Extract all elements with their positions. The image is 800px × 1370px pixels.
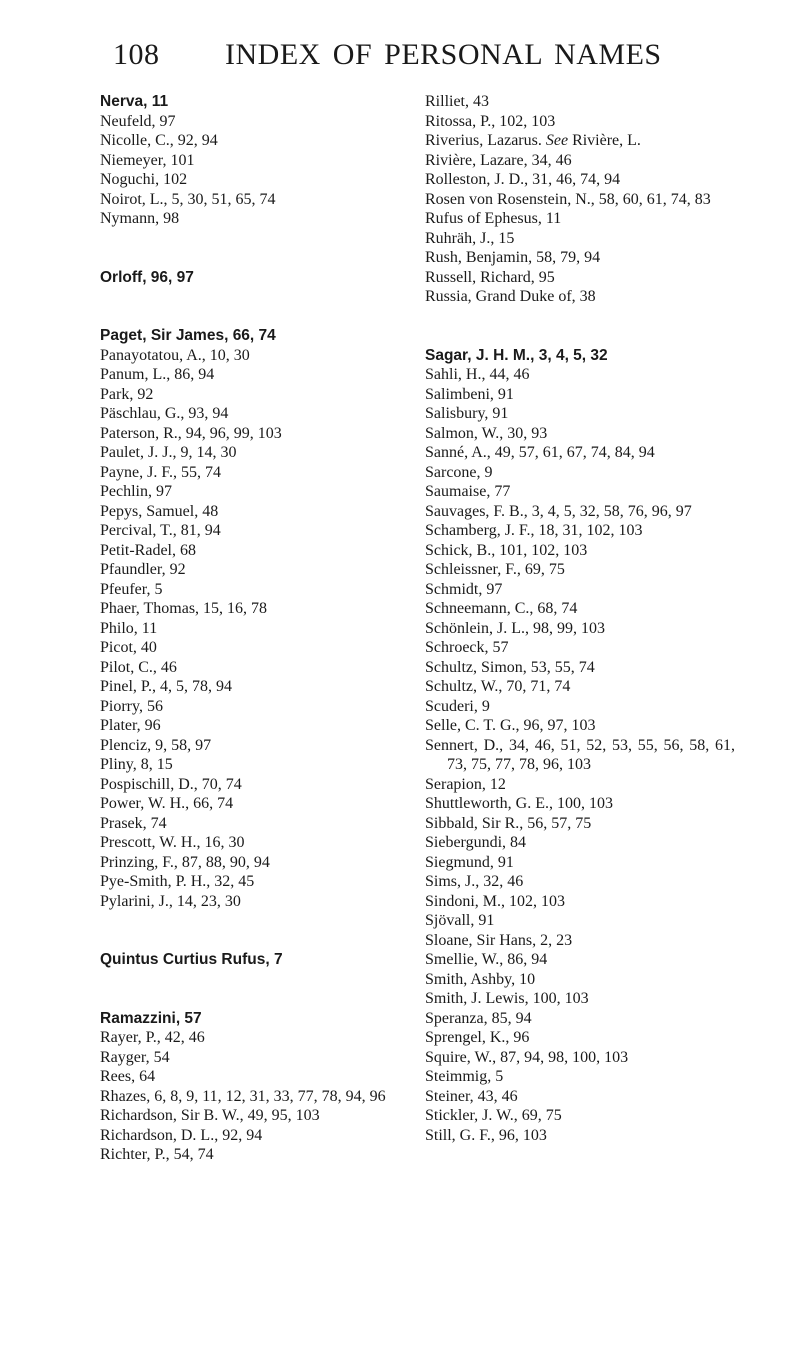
index-entry: Panum, L., 86, 94: [100, 366, 215, 383]
index-entry: Sanné, A., 49, 57, 61, 67, 74, 84, 94: [425, 444, 655, 461]
letter-section-gap: [100, 229, 400, 268]
index-entry: Prescott, W. H., 16, 30: [100, 834, 245, 851]
index-entry: Smith, J. Lewis, 100, 103: [425, 990, 589, 1007]
index-entry: Salimbeni, 91: [425, 385, 514, 403]
index-entry: Noirot, L., 5, 30, 51, 65, 74: [100, 190, 276, 208]
index-entry: Steimmig, 5: [425, 1068, 504, 1085]
index-entry: Rush, Benjamin, 58, 79, 94: [425, 249, 601, 266]
index-entry: Rufus of Ephesus, 11: [425, 210, 562, 227]
index-entry: Sauvages, F. B., 3, 4, 5, 32, 58, 76, 96, 97: [425, 502, 692, 520]
index-entry: Päschlau, G., 93, 94: [100, 405, 229, 422]
page-number: 108: [113, 38, 160, 71]
index-entry: Nymann, 98: [100, 210, 180, 227]
index-entry: Rolleston, J. D., 31, 46, 74, 94: [425, 171, 621, 188]
index-entry: Scuderi, 9: [425, 697, 490, 715]
index-entry: Ritossa, P., 102, 103: [425, 112, 556, 130]
running-title: INDEX OF PERSONAL NAMES: [225, 38, 662, 71]
index-entry: Rivière, Lazare, 34, 46: [425, 151, 572, 169]
index-entry: Rayger, 54: [100, 1048, 170, 1066]
index-entry: Philo, 11: [100, 619, 158, 637]
section-headword: Ramazzini: [100, 1009, 176, 1027]
index-entry: Schönlein, J. L., 98, 99, 103: [425, 619, 605, 637]
index-entry: Prasek, 74: [100, 814, 167, 832]
index-entry: Percival, T., 81, 94: [100, 522, 221, 539]
index-entry: Petit-Radel, 68: [100, 541, 196, 559]
index-entry: Russell, Richard, 95: [425, 268, 555, 286]
index-entry: Stickler, J. W., 69, 75: [425, 1107, 562, 1124]
index-entry: Nerva, 11: [100, 93, 169, 110]
index-entry: Noguchi, 102: [100, 171, 188, 188]
index-entry: Schneemann, C., 68, 74: [425, 600, 578, 617]
index-entry: Siebergundi, 84: [425, 834, 527, 851]
index-entry: Richardson, D. L., 92, 94: [100, 1126, 263, 1144]
index-entry: Smith, Ashby, 10: [425, 970, 536, 988]
index-entry: Rees, 64: [100, 1068, 156, 1085]
index-entry: Pepys, Samuel, 48: [100, 502, 219, 520]
index-entry: Smellie, W., 86, 94: [425, 951, 548, 968]
index-entry: Still, G. F., 96, 103: [425, 1126, 547, 1144]
index-column-right: [425, 92, 735, 1145]
index-entry: Richter, P., 54, 74: [100, 1146, 214, 1163]
index-entry: Schick, B., 101, 102, 103: [425, 541, 588, 559]
index-entry: Siegmund, 91: [425, 853, 514, 871]
index-entry: Sennert, D., 34, 46, 51, 52, 53, 55, 56, 58, 61, 73, 75, 77, 78, 96, 103: [425, 736, 735, 773]
index-entry: Plater, 96: [100, 717, 161, 734]
index-entry: Serapion, 12: [425, 775, 506, 793]
section-headword: Quintus Curtius Rufus: [100, 951, 266, 968]
index-entry: Schamberg, J. F., 18, 31, 102, 103: [425, 522, 643, 539]
index-entry: Rosen von Rosenstein, N., 58, 60, 61, 74, 83: [425, 190, 711, 208]
index-entry: Sprengel, K., 96: [425, 1029, 530, 1046]
section-headword: Sagar: [425, 346, 468, 364]
index-entry: Plenciz, 9, 58, 97: [100, 736, 212, 754]
index-entry: Sarcone, 9: [425, 463, 493, 481]
index-entry: Rayer, P., 42, 46: [100, 1029, 205, 1046]
index-entry: Squire, W., 87, 94, 98, 100, 103: [425, 1048, 629, 1066]
index-entry: Pfaundler, 92: [100, 561, 186, 578]
index-entry: Pospischill, D., 70, 74: [100, 775, 242, 793]
letter-section-gap: [425, 307, 735, 346]
index-entry: Selle, C. T. G., 96, 97, 103: [425, 717, 596, 734]
index-entry: Sindoni, M., 102, 103: [425, 892, 566, 910]
index-entry: Schroeck, 57: [425, 639, 509, 656]
letter-section-gap: [100, 911, 400, 950]
index-entry: Schmidt, 97: [425, 580, 503, 598]
index-entry: Nicolle, C., 92, 94: [100, 132, 218, 149]
index-entry: Sloane, Sir Hans, 2, 23: [425, 931, 573, 949]
index-entry: Sibbald, Sir R., 56, 57, 75: [425, 814, 592, 832]
index-entry: Sims, J., 32, 46: [425, 873, 524, 890]
index-column-left: [100, 92, 400, 1165]
index-entry: Ruhräh, J., 15: [425, 229, 515, 247]
index-entry: Picot, 40: [100, 639, 157, 656]
index-entry: Rilliet, 43: [425, 93, 489, 110]
index-entry: Quintus Curtius Rufus, 7: [100, 951, 283, 968]
index-entry: Power, W. H., 66, 74: [100, 795, 234, 812]
letter-section-gap: [100, 970, 400, 1009]
index-entry: Panayotatou, A., 10, 30: [100, 346, 250, 364]
index-entry: Niemeyer, 101: [100, 151, 195, 169]
index-entry: Schultz, W., 70, 71, 74: [425, 678, 571, 695]
section-headword: Paget: [100, 327, 143, 344]
index-entry: Pechlin, 97: [100, 483, 172, 500]
index-entry: Pye-Smith, P. H., 32, 45: [100, 873, 255, 890]
index-entry: Schleissner, F., 69, 75: [425, 561, 565, 578]
index-entry: Russia, Grand Duke of, 38: [425, 288, 596, 305]
index-entry: Speranza, 85, 94: [425, 1009, 532, 1027]
index-entry: Sjövall, 91: [425, 912, 495, 929]
index-entry: Pfeufer, 5: [100, 580, 163, 598]
index-entry: Piorry, 56: [100, 697, 163, 715]
index-entry: Steiner, 43, 46: [425, 1087, 518, 1105]
index-entry: Ramazzini, 57: [100, 1009, 202, 1027]
index-entry: Pinel, P., 4, 5, 78, 94: [100, 678, 233, 695]
index-entry: Payne, J. F., 55, 74: [100, 463, 221, 481]
index-entry: Neufeld, 97: [100, 112, 176, 130]
index-entry: Paget, Sir James, 66, 74: [100, 327, 276, 344]
index-entry: Richardson, Sir B. W., 49, 95, 103: [100, 1107, 320, 1124]
index-entry: Schultz, Simon, 53, 55, 74: [425, 658, 595, 676]
index-entry: Shuttleworth, G. E., 100, 103: [425, 795, 613, 812]
index-entry: Pilot, C., 46: [100, 658, 177, 676]
index-entry: Saumaise, 77: [425, 483, 511, 500]
index-entry: Sahli, H., 44, 46: [425, 366, 530, 383]
index-entry: Riverius, Lazarus. See Rivière, L.: [425, 132, 641, 149]
index-entry: Phaer, Thomas, 15, 16, 78: [100, 600, 268, 617]
index-entry: Salmon, W., 30, 93: [425, 424, 548, 442]
see-reference: See: [545, 132, 569, 149]
index-entry: Prinzing, F., 87, 88, 90, 94: [100, 853, 270, 871]
index-entry: Pliny, 8, 15: [100, 756, 173, 773]
letter-section-gap: [100, 287, 400, 326]
index-entry: Paulet, J. J., 9, 14, 30: [100, 444, 237, 461]
section-headword: Orloff: [100, 268, 143, 286]
index-entry: Paterson, R., 94, 96, 99, 103: [100, 424, 282, 442]
index-entry: Salisbury, 91: [425, 405, 509, 422]
index-entry: Park, 92: [100, 385, 154, 403]
index-entry: Pylarini, J., 14, 23, 30: [100, 892, 241, 910]
index-entry: Sagar, J. H. M., 3, 4, 5, 32: [425, 346, 608, 364]
index-entry: Rhazes, 6, 8, 9, 11, 12, 31, 33, 77, 78, 94, 96: [100, 1087, 386, 1105]
index-entry: Orloff, 96, 97: [100, 268, 194, 286]
section-headword: Nerva: [100, 93, 144, 110]
